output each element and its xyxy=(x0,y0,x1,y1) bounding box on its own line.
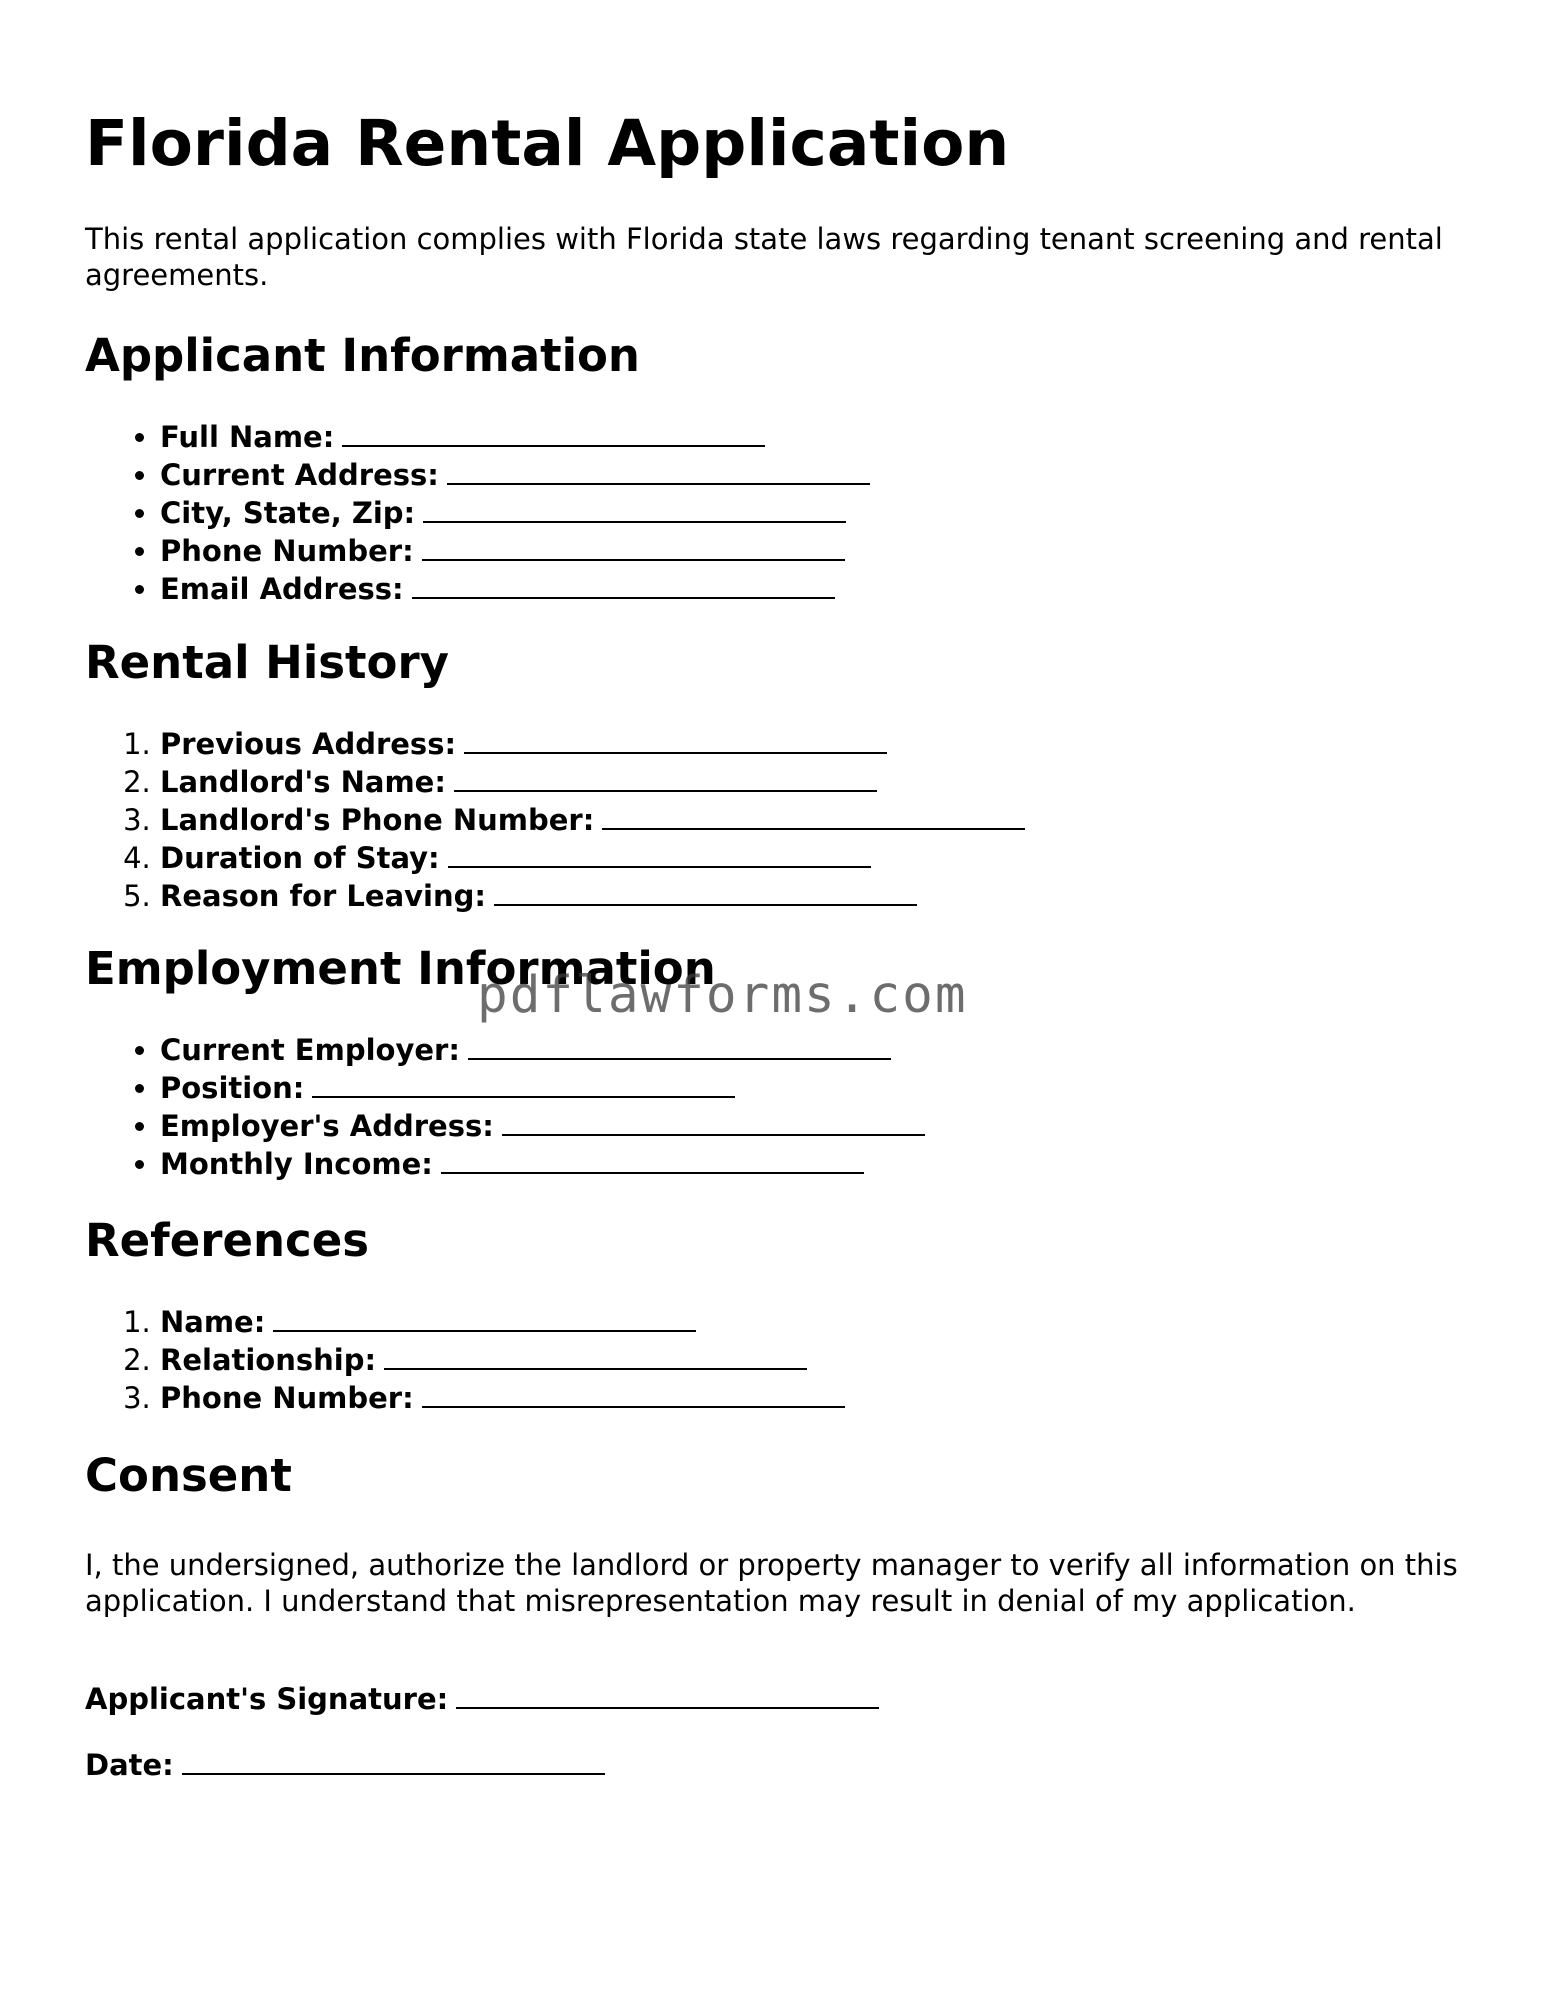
list-item xyxy=(160,1106,925,1144)
field-label-monthly-income: Monthly Income: xyxy=(160,1147,433,1181)
field-label-reference-phone: Phone Number: xyxy=(160,1381,414,1415)
date-blank[interactable] xyxy=(182,1745,605,1775)
applicant-information-list xyxy=(85,417,870,607)
field-label-reason-for-leaving: Reason for Leaving: xyxy=(160,879,486,913)
references-list xyxy=(85,1302,845,1416)
list-item xyxy=(160,876,1025,914)
relationship-blank[interactable] xyxy=(384,1340,807,1370)
position-blank[interactable] xyxy=(312,1068,735,1098)
previous-address-blank[interactable] xyxy=(464,724,887,754)
monthly-income-blank[interactable] xyxy=(441,1144,864,1174)
document-title: Florida Rental Application xyxy=(85,107,1010,180)
field-label-email-address: Email Address: xyxy=(160,572,404,606)
list-item xyxy=(160,531,870,569)
landlord-name-blank[interactable] xyxy=(454,762,877,792)
list-item xyxy=(160,1030,925,1068)
field-label-relationship: Relationship: xyxy=(160,1343,377,1377)
list-item xyxy=(160,838,1025,876)
field-label-employer-address: Employer's Address: xyxy=(160,1109,494,1143)
current-employer-blank[interactable] xyxy=(468,1030,891,1060)
employment-information-list xyxy=(85,1030,925,1182)
field-label-previous-address: Previous Address: xyxy=(160,727,457,761)
field-label-position: Position: xyxy=(160,1071,305,1105)
reason-for-leaving-blank[interactable] xyxy=(494,876,917,906)
consent-heading: Consent xyxy=(85,1449,292,1502)
list-item xyxy=(160,1144,925,1182)
field-label-landlord-phone: Landlord's Phone Number: xyxy=(160,803,595,837)
field-label-duration-of-stay: Duration of Stay: xyxy=(160,841,440,875)
phone-number-blank[interactable] xyxy=(422,531,845,561)
field-label-full-name: Full Name: xyxy=(160,420,335,454)
city-state-zip-blank[interactable] xyxy=(423,493,846,523)
list-item xyxy=(160,493,870,531)
consent-paragraph: I, the undersigned, authorize the landlord or property manager to verify all information on this application. I understand that misrepresentation may result in denial of my application. xyxy=(85,1548,1458,1618)
current-address-blank[interactable] xyxy=(447,455,870,485)
email-address-blank[interactable] xyxy=(412,569,835,599)
signature-blank[interactable] xyxy=(456,1679,879,1709)
field-label-city-state-zip: City, State, Zip: xyxy=(160,496,416,530)
field-label-reference-name: Name: xyxy=(160,1305,266,1339)
rental-history-heading: Rental History xyxy=(85,636,449,689)
landlord-phone-blank[interactable] xyxy=(602,800,1025,830)
full-name-blank[interactable] xyxy=(342,417,765,447)
date-line xyxy=(85,1745,605,1783)
list-item xyxy=(160,1378,845,1416)
field-label-landlord-name: Landlord's Name: xyxy=(160,765,446,799)
list-item xyxy=(160,569,870,607)
list-item xyxy=(160,1340,845,1378)
list-item xyxy=(160,1068,925,1106)
field-label-current-employer: Current Employer: xyxy=(160,1033,460,1067)
applicant-information-heading: Applicant Information xyxy=(85,329,640,382)
signature-line xyxy=(85,1679,879,1717)
field-label-current-address: Current Address: xyxy=(160,458,439,492)
reference-phone-blank[interactable] xyxy=(422,1378,845,1408)
references-heading: References xyxy=(85,1214,369,1267)
intro-paragraph: This rental application complies with Florida state laws regarding tenant screening and rental agreements. xyxy=(85,222,1443,292)
list-item xyxy=(160,417,870,455)
list-item xyxy=(160,1302,845,1340)
list-item xyxy=(160,455,870,493)
rental-history-list xyxy=(85,724,1025,914)
duration-of-stay-blank[interactable] xyxy=(448,838,871,868)
reference-name-blank[interactable] xyxy=(273,1302,696,1332)
field-label-phone-number: Phone Number: xyxy=(160,534,414,568)
watermark: pdflawforms.com xyxy=(477,966,968,1025)
employment-information-heading: Employment Information xyxy=(85,942,716,995)
list-item xyxy=(160,800,1025,838)
date-label: Date: xyxy=(85,1748,174,1782)
list-item xyxy=(160,724,1025,762)
list-item xyxy=(160,762,1025,800)
signature-label: Applicant's Signature: xyxy=(85,1682,449,1716)
employer-address-blank[interactable] xyxy=(502,1106,925,1136)
